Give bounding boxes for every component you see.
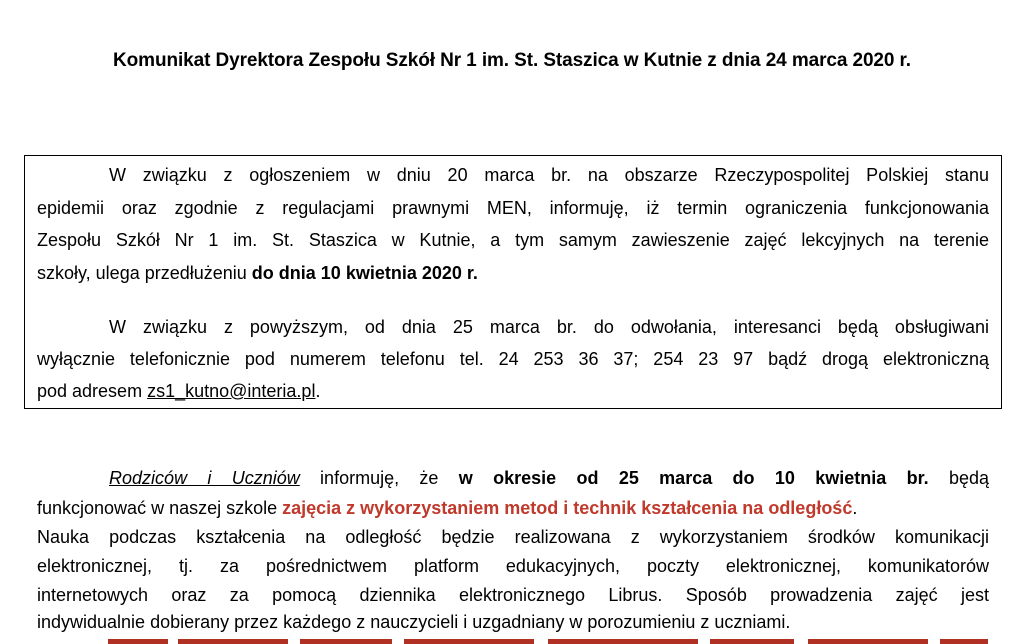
main-line-1-end: będą <box>928 468 990 488</box>
box-p1-line-2: epidemii oraz zgodnie z regulacjami prawnymi MEN, informuję, iż termin ograniczenia funkcjonowania <box>37 198 989 218</box>
box-p2-line-2: wyłącznie telefonicznie pod numerem telefonu tel. 24 253 36 37; 254 23 97 bądź drogą elektroniczną <box>37 349 989 369</box>
email-link[interactable]: zs1_kutno@interia.pl <box>147 381 316 401</box>
box-p1-line-1: W związku z ogłoszeniem w dniu 20 marca br. na obszarze Rzeczypospolitej Polskiej stanu <box>109 165 989 185</box>
addressee: Rodziców i Uczniów <box>109 468 300 488</box>
box-p2-line-3-end: . <box>315 381 321 401</box>
main-line-6: indywidualnie dobierany przez każdego z nauczycieli i uzgadniany w porozumieniu z uczniami. <box>37 612 791 632</box>
period-dates: w okresie od 25 marca do 10 kwietnia br. <box>458 468 929 488</box>
box-p2-line-1: W związku z powyższym, od dnia 25 marca br. do odwołania, interesanci będą obsługiwani <box>109 317 989 337</box>
box-p2-line-3 <box>37 380 320 402</box>
main-line-1-mid: informuję, że <box>299 468 459 488</box>
main-line-2-text: funkcjonować w naszej szkole <box>37 498 283 518</box>
deadline-date: do dnia 10 kwietnia 2020 r. <box>251 263 478 283</box>
cut-off-text-fragments <box>108 633 988 644</box>
cut-off-red-line <box>108 632 988 644</box>
page-title: Komunikat Dyrektora Zespołu Szkół Nr 1 im. St. Staszica w Kutnie z dnia 24 marca 2020 r. <box>113 50 911 71</box>
box-p2-line-3-text: pod adresem <box>37 381 148 401</box>
main-line-2 <box>37 497 857 519</box>
main-line-2-end: . <box>852 498 858 518</box>
box-p1-line-4-text: szkoły, ulega przedłużeniu <box>37 263 252 283</box>
main-line-4: elektronicznej, tj. za pośrednictwem platform edukacyjnych, poczty elektronicznej, komunikatorów <box>37 556 989 576</box>
box-p1-line-4 <box>37 262 478 284</box>
main-line-1 <box>109 467 989 489</box>
main-line-5: internetowych oraz za pomocą dziennika elektronicznego Librus. Sposób prowadzenia zajęć jest <box>37 585 989 605</box>
box-p1-line-3: Zespołu Szkół Nr 1 im. St. Staszica w Kutnie, a tym samym zawieszenie zajęć lekcyjnych na terenie <box>37 230 989 250</box>
main-line-3: Nauka podczas kształcenia na odległość będzie realizowana z wykorzystaniem środków komunikacji <box>37 527 989 547</box>
remote-learning-highlight: zajęcia z wykorzystaniem metod i technik kształcenia na odległość <box>282 498 853 518</box>
